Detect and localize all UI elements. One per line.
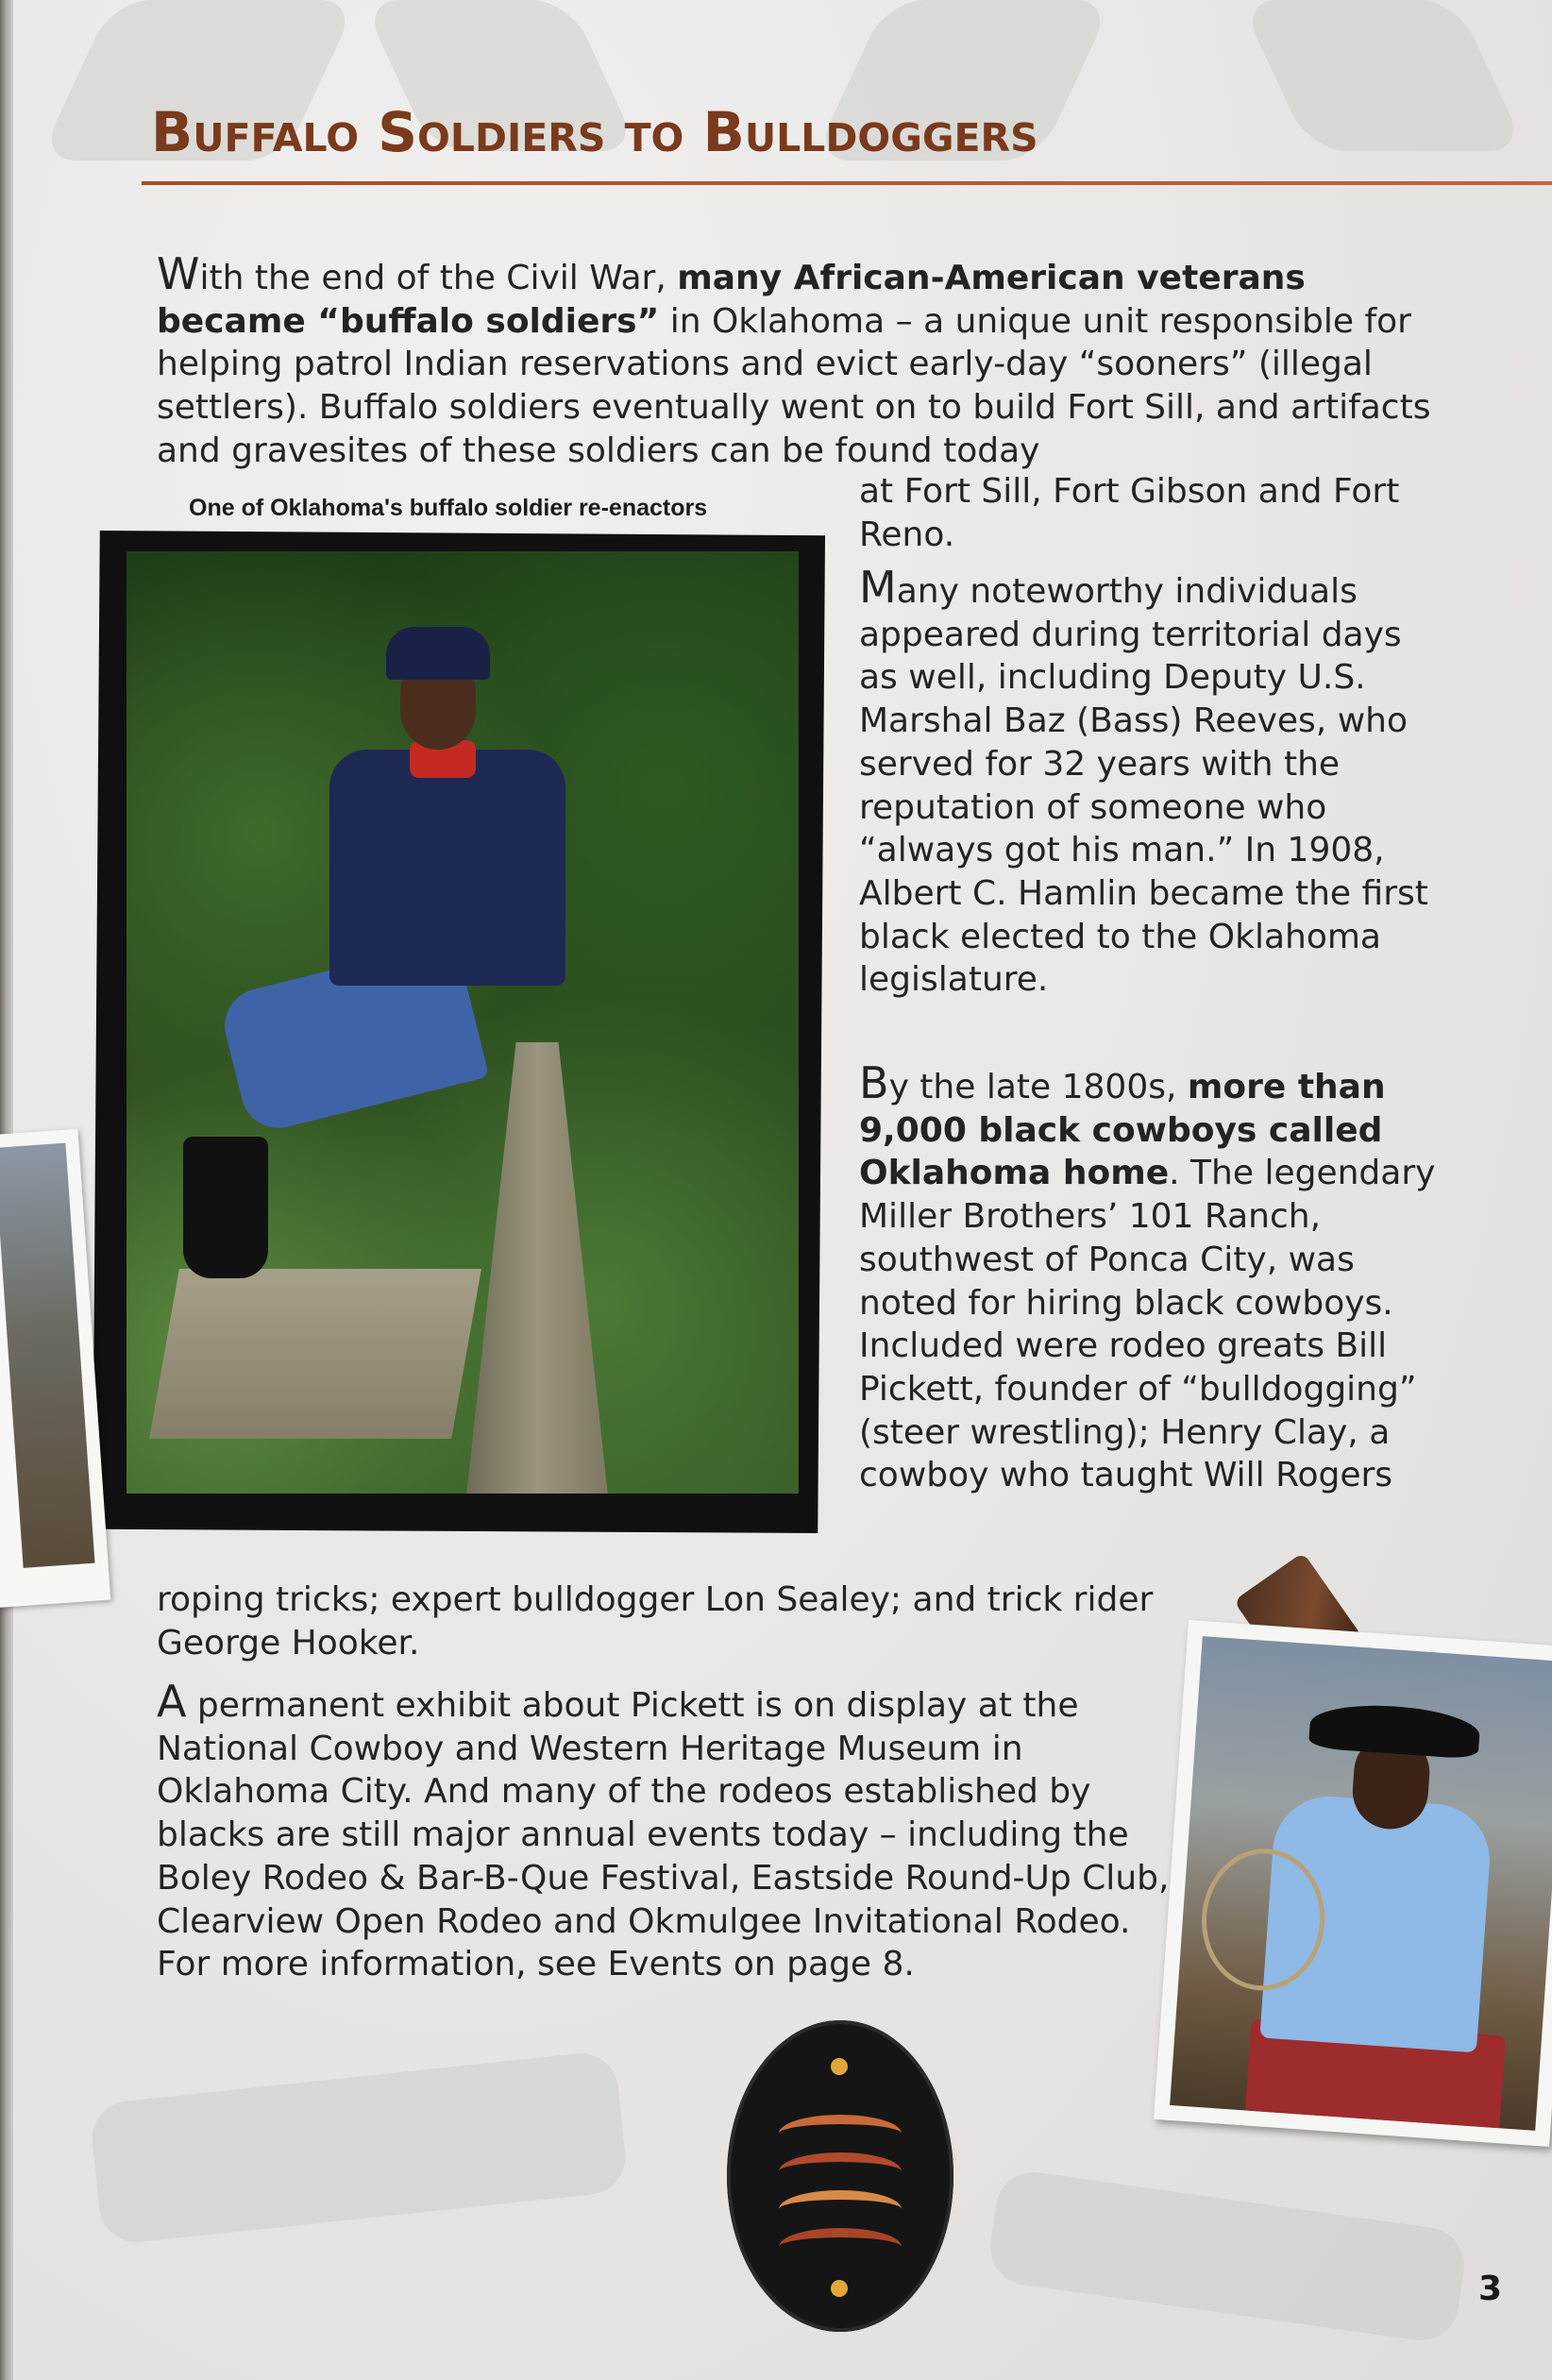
drop-letter: W — [157, 248, 200, 299]
emblem-wave — [779, 2190, 902, 2228]
buffalo-soldier-photo — [93, 531, 825, 1533]
soldier-coat — [329, 750, 565, 986]
background-brush-stroke — [1240, 0, 1527, 151]
title-rule — [142, 181, 1552, 185]
soldier-boot — [183, 1137, 268, 1278]
emblem-dot — [831, 2280, 848, 2297]
emblem-wave — [779, 2152, 902, 2190]
emblem-dot — [831, 2058, 848, 2075]
paragraph-black-cowboys-continued: roping tricks; expert bulldogger Lon Sealey; and trick rider George Hooker. — [157, 1580, 1154, 1663]
grave-marker — [466, 1042, 608, 1494]
page-number: 3 — [1478, 2270, 1503, 2308]
paragraph-noteworthy-individuals: Many noteworthy individuals appeared during territorial days as well, including Deputy U.S. Marshal Baz (Bass) Reeves, who served for 32 years with the reputation of someone who “always got his man.” In 1908, Albert C. Hamlin became the first black elected to the Oklahoma legislature. — [859, 562, 1428, 1000]
photo-caption: One of Oklahoma's buffalo soldier re-enactors — [189, 495, 708, 521]
decorative-oval-emblem — [727, 2020, 953, 2332]
background-brush-stroke — [89, 2050, 630, 2246]
partial-photo-left — [0, 1129, 110, 1610]
grave-base — [149, 1269, 481, 1439]
soldier-cap — [386, 627, 490, 680]
background-brush-stroke — [986, 2168, 1469, 2345]
drop-letter: B — [859, 1057, 889, 1108]
cowboy-hat — [1308, 1700, 1481, 1759]
paragraph-buffalo-soldiers-continued: at Fort Sill, Fort Gibson and Fort Reno. — [859, 472, 1400, 554]
paragraph-pickett-exhibit: A permanent exhibit about Pickett is on display at the National Cowboy and Western Heritage Museum in Oklahoma City. And many of the rodeos established by blacks are still major annual events today – including the Boley Rodeo & Bar-B-Que Festival, Eastside Round-Up Club, Clearview Open Rodeo and Okmulgee Invitational Rodeo. For more information, see Events on page 8. — [157, 1676, 1170, 1984]
paragraph-black-cowboys: By the late 1800s, more than 9,000 black cowboys called Oklahoma home. The legendary Miller Brothers’ 101 Ranch, southwest of Ponca City, was noted for hiring black cowboys. Included were rodeo greats Bill Pickett, founder of “bulldogging” (steer wrestling); Henry Clay, a cowboy who taught Will Rogers — [859, 1057, 1436, 1495]
paragraph-buffalo-soldiers: With the end of the Civil War, many African-American veterans became “buffalo soldiers” in Oklahoma – a unique unit responsible for helping patrol Indian reservations and evict early-day “sooners” (illegal settlers). Buffalo soldiers eventually went on to build Fort Sill, and artifacts and gravesites of these soldiers can be found today — [157, 248, 1431, 470]
cowboy-photo — [1154, 1620, 1552, 2147]
page-title: Buffalo Soldiers to Bulldoggers — [151, 100, 1038, 164]
drop-letter: M — [859, 562, 897, 613]
emblem-wave — [779, 2228, 902, 2266]
drop-letter: A — [157, 1676, 187, 1727]
emblem-wave — [779, 2115, 902, 2152]
